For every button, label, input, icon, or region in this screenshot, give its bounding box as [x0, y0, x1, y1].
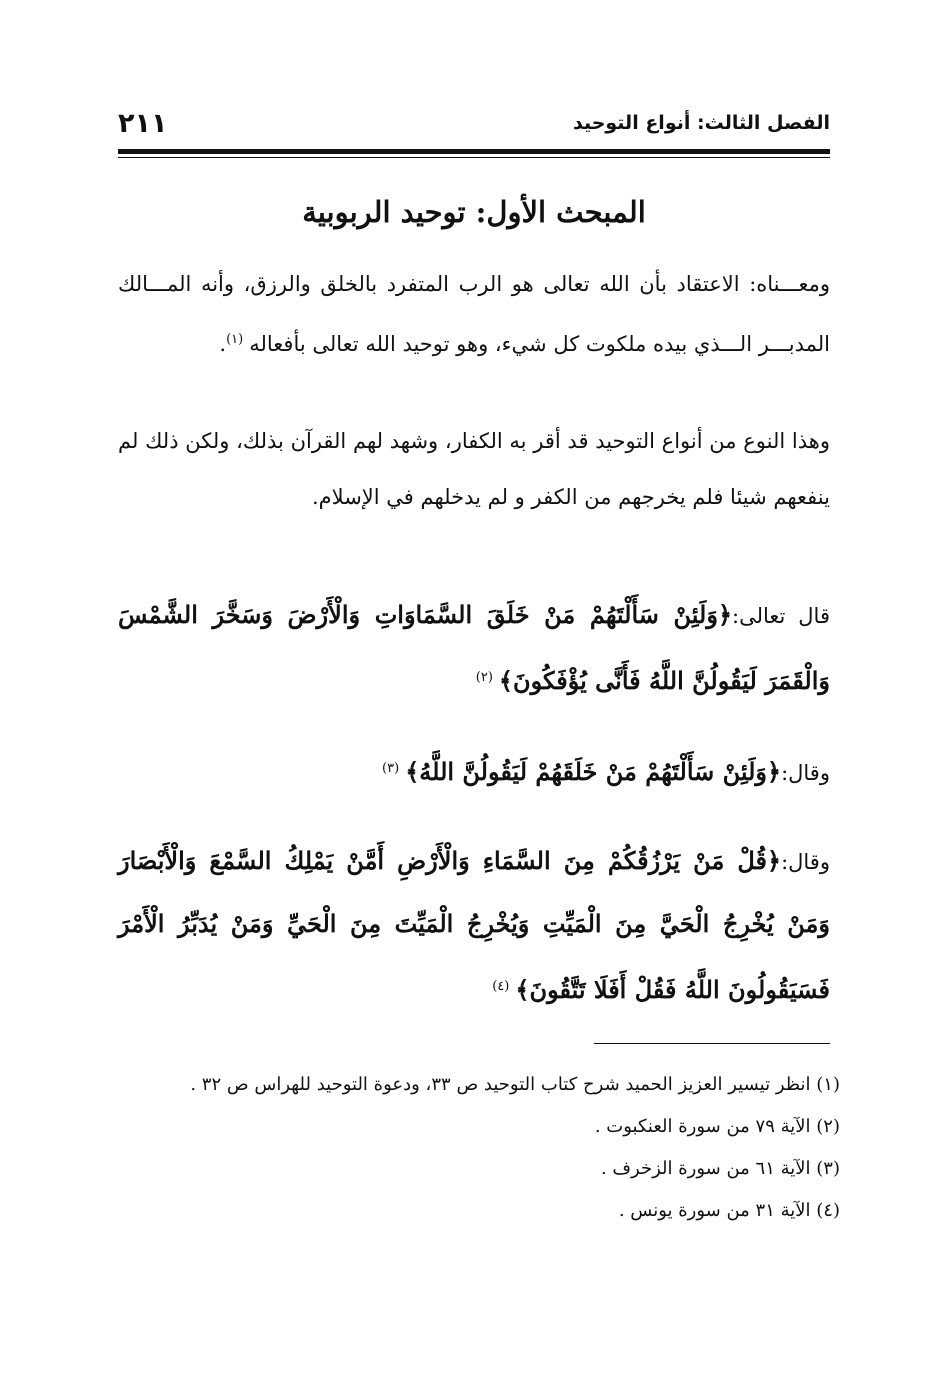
footnote-separator — [594, 1043, 830, 1044]
section-title: المبحث الأول: توحيد الربوبية — [302, 195, 646, 229]
quote-intro: وقال: — [781, 850, 830, 874]
ornate-bracket-close: ﴾ — [515, 975, 530, 1004]
footnote-2: (٢) الآية ٧٩ من سورة العنكبوت . — [594, 1116, 840, 1137]
footnote-3: (٣) الآية ٦١ من سورة الزخرف . — [600, 1158, 840, 1179]
page-number: ٢١١ — [118, 108, 168, 139]
quran-quote-1 — [118, 584, 830, 713]
quran-verse: وَلَئِنْ سَأَلْتَهُمْ مَنْ خَلَقَ السَّمَاوَاتِ وَالْأَرْضَ وَسَخَّرَ الشَّمْسَ وَالْقَمَرَ لَيَقُولُنَّ اللَّهُ فَأَنَّى يُؤْفَكُونَ — [118, 600, 830, 695]
ornate-bracket-close: ﴾ — [498, 666, 513, 695]
quran-quote-2 — [118, 738, 830, 804]
running-header — [118, 108, 830, 148]
footnote-1: (١) انظر تيسير العزيز الحميد شرح كتاب التوحيد ص ٣٣، ودعوة التوحيد للهراس ص ٣٢ . — [190, 1074, 840, 1095]
quran-quote-3 — [118, 830, 830, 1022]
footnote-ref-4: (٤) — [492, 979, 510, 994]
footnote-ref-3: (٣) — [382, 761, 400, 776]
paragraph-text: ومعـــناه: الاعتقاد بأن الله تعالى هو الرب المتفرد بالخلق والرزق، وأنه المـــالك المدبـــر الـــذي بيده ملكوت كل شيء، وهو توحيد الله تعالى بأفعاله — [118, 272, 830, 356]
header-rule-thin — [118, 157, 830, 158]
paragraph-definition: ومعـــناه: الاعتقاد بأن الله تعالى هو الرب المتفرد بالخلق والرزق، وأنه المـــالك المدبـــر الـــذي بيده ملكوت كل شيء، وهو توحيد الله تعالى بأفعاله$^{(١)}$. — [118, 272, 830, 356]
quran-verse: وَلَئِنْ سَأَلْتَهُمْ مَنْ خَلَقَهُمْ لَيَقُولُنَّ اللَّهُ — [419, 757, 768, 786]
quran-verse: قُلْ مَنْ يَرْزُقُكُمْ مِنَ السَّمَاءِ وَالْأَرْضِ أَمَّنْ يَمْلِكُ السَّمْعَ وَالْأَبْصَارَ وَمَنْ يُخْرِجُ الْحَيَّ مِنَ الْمَيِّتِ وَيُخْرِجُ الْمَيِّتَ مِنَ الْحَيِّ وَمَنْ يُدَبِّرُ الْأَمْرَ فَسَيَقُولُونَ اللَّهُ فَقُلْ أَفَلَا تَتَّقُونَ — [118, 846, 830, 1004]
header-rule-thick — [118, 149, 830, 154]
ornate-bracket-close: ﴾ — [405, 757, 420, 786]
ornate-bracket-open: ﴿ — [767, 846, 782, 875]
footnote-ref-2: (٢) — [475, 670, 493, 685]
ornate-bracket-open: ﴿ — [767, 757, 782, 786]
footnotes — [118, 1064, 840, 1232]
paragraph-acknowledgment: وهذا النوع من أنواع التوحيد قد أقر به الكفار، وشهد لهم القرآن بذلك، ولكن ذلك لم ينفعهم شيئا فلم يخرجهم من الكفر و لم يدخلهم في الإسلام. — [118, 429, 830, 509]
quote-intro: قال تعالى: — [732, 604, 830, 628]
footnote-ref-1: (١) — [226, 332, 244, 347]
ornate-bracket-open: ﴿ — [717, 600, 732, 629]
chapter-title: الفصل الثالث: أنواع التوحيد — [572, 112, 830, 134]
footnote-4: (٤) الآية ٣١ من سورة يونس . — [618, 1200, 840, 1221]
quote-intro: وقال: — [781, 761, 830, 785]
